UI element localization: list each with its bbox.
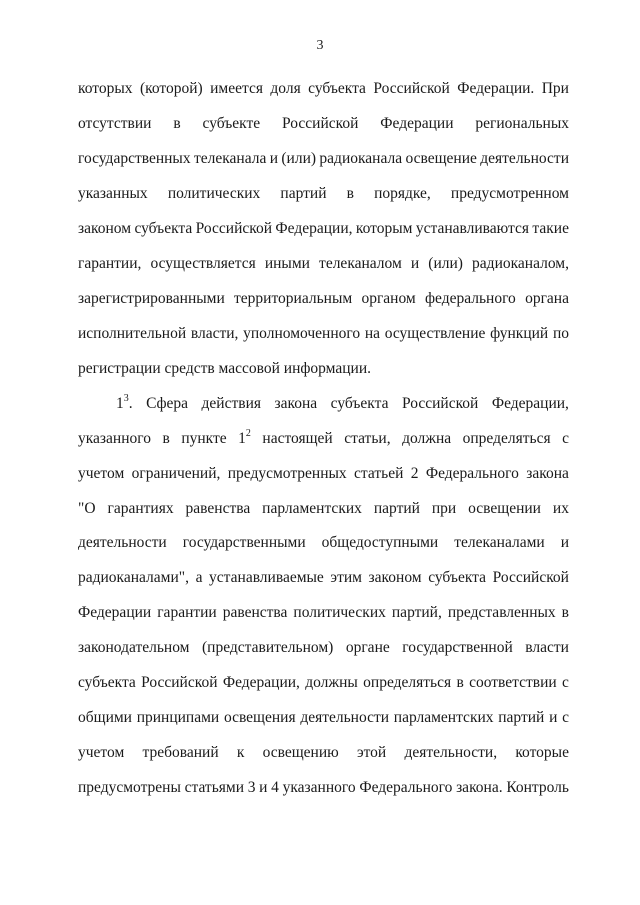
word: действия <box>201 395 261 412</box>
word: соответствии <box>469 674 557 691</box>
word: законодательном <box>78 639 190 656</box>
word: региональных <box>475 115 569 132</box>
word: должны <box>305 674 358 691</box>
word: радиоканалами", <box>78 569 189 586</box>
word: учетом <box>78 465 125 482</box>
word: гарантиях <box>107 500 174 517</box>
text-line <box>78 464 569 484</box>
word: осуществление <box>384 325 486 342</box>
text-line <box>78 778 569 798</box>
word: пункте <box>181 430 227 447</box>
word: зарегистрированными <box>78 290 225 307</box>
word: которым <box>355 220 413 237</box>
word: (которой) <box>139 80 203 97</box>
text-line <box>78 219 569 239</box>
word: Российской <box>401 395 479 412</box>
word: государственными <box>182 534 306 551</box>
word: и <box>269 150 279 167</box>
word: Российской <box>282 115 359 132</box>
word: законом <box>368 569 422 586</box>
word: субъекта <box>428 569 486 586</box>
word: телеканала <box>193 150 267 167</box>
word: радиоканалом, <box>472 255 569 272</box>
word: 4 <box>271 779 279 796</box>
word: Федерации, <box>491 395 569 412</box>
word: освещения <box>223 709 296 726</box>
word: общими <box>78 709 132 726</box>
word: и <box>410 255 420 272</box>
word: (представительном) <box>202 639 334 656</box>
word: телеканалом <box>319 255 402 272</box>
word: При <box>541 80 569 97</box>
word: с <box>562 430 569 447</box>
word: "О <box>78 500 96 517</box>
word: и <box>259 779 268 796</box>
word: Федерального <box>425 465 519 482</box>
word: учетом <box>78 744 125 761</box>
word: этим <box>330 569 362 586</box>
text-line <box>78 603 569 623</box>
word: органа <box>525 290 569 307</box>
word: власти <box>525 639 569 656</box>
word: гарантии, <box>78 255 142 272</box>
word: по <box>552 325 569 342</box>
word: гарантии <box>157 604 217 621</box>
word: представленных <box>447 604 556 621</box>
word: (или) <box>428 255 463 272</box>
word: а <box>195 569 203 586</box>
paragraph-first-line <box>116 394 569 414</box>
word: Сфера <box>146 395 189 412</box>
text-line <box>78 254 569 274</box>
word: политических <box>167 185 261 202</box>
word: в <box>561 604 569 621</box>
word: 2 <box>410 465 419 482</box>
word: партий <box>280 185 327 202</box>
word: 3 <box>247 779 256 796</box>
word: (или) <box>281 150 317 167</box>
word: государственных <box>78 150 191 167</box>
word: которых <box>78 80 133 97</box>
word: ограничений, <box>131 465 221 482</box>
word: статьи, <box>344 430 391 447</box>
text-line <box>78 324 569 344</box>
word: отсутствии <box>78 115 152 132</box>
text-line-last: регистрации средств массовой информации. <box>78 360 372 377</box>
word: настоящей <box>262 430 333 447</box>
word: с <box>562 674 569 691</box>
word: субъекта <box>330 395 389 412</box>
word: имеется <box>210 80 263 97</box>
word: исполнительной <box>78 325 187 342</box>
word: Федерального <box>359 779 453 796</box>
word: закона <box>526 465 569 482</box>
word: равенства <box>222 604 288 621</box>
paragraph-number: $1^3$. <box>116 393 133 412</box>
word: должна <box>402 430 452 447</box>
text-line <box>78 708 569 728</box>
word: предусмотрены <box>78 779 181 796</box>
word: освещении <box>468 500 541 517</box>
text-line <box>78 499 569 519</box>
word: при <box>431 500 457 517</box>
text-line <box>78 638 569 658</box>
word: доля <box>270 80 301 97</box>
word: партий <box>498 709 545 726</box>
word: государственной <box>402 639 513 656</box>
text-line <box>78 184 569 204</box>
word: и <box>560 534 569 551</box>
text-line <box>78 743 569 763</box>
word: с <box>562 709 569 726</box>
word: определяться <box>462 430 551 447</box>
word: статьей <box>354 465 404 482</box>
word: иными <box>264 255 310 272</box>
word: власти, <box>190 325 239 342</box>
word: уполномоченного <box>243 325 361 342</box>
word: устанавливаются <box>415 220 530 237</box>
text-line <box>78 79 569 99</box>
word: радиоканала <box>319 150 403 167</box>
word: субъекте <box>202 115 261 132</box>
word: деятельности <box>480 150 569 167</box>
word: деятельности <box>300 709 390 726</box>
text-line <box>78 568 569 588</box>
word: указанного <box>78 430 151 447</box>
text-line <box>78 289 569 309</box>
word: освещению <box>262 744 339 761</box>
word: этой <box>356 744 387 761</box>
word: Российской <box>141 674 218 691</box>
word: предусмотренном <box>450 185 569 202</box>
word: определяться <box>363 674 452 691</box>
word: Федерации, <box>275 220 353 237</box>
word: Федерации <box>380 115 454 132</box>
word: Российской <box>492 569 569 586</box>
word: осуществляется <box>150 255 256 272</box>
word: территориальным <box>234 290 353 307</box>
word: равенства <box>185 500 251 517</box>
text-line <box>78 533 569 553</box>
word: в <box>173 115 181 132</box>
word: требований <box>142 744 219 761</box>
word: в <box>162 430 170 447</box>
word: функций <box>490 325 549 342</box>
word: предусмотренных <box>227 465 347 482</box>
word: порядке, <box>374 185 431 202</box>
text-line <box>78 114 569 134</box>
page-number: 3 <box>316 38 324 53</box>
word: устанавливаемые <box>209 569 324 586</box>
word: общедоступными <box>321 534 439 551</box>
word: на <box>364 325 381 342</box>
word: освещение <box>405 150 477 167</box>
word: статьями <box>184 779 245 796</box>
text-line <box>78 149 569 169</box>
word: указанного <box>282 779 356 796</box>
word: и <box>549 709 558 726</box>
text-line <box>78 429 569 449</box>
word: федерального <box>424 290 516 307</box>
word: в <box>346 185 354 202</box>
word: политических <box>293 604 386 621</box>
word: деятельности <box>78 534 167 551</box>
clause-reference: $1^2$ <box>238 428 251 447</box>
word: к <box>236 744 245 761</box>
text-line <box>78 673 569 693</box>
word: телеканалами <box>454 534 545 551</box>
word: Федерации <box>78 604 152 621</box>
word: принципами <box>136 709 220 726</box>
word: субъекта <box>308 80 366 97</box>
word: деятельности, <box>404 744 498 761</box>
word: закона <box>274 395 318 412</box>
word: Контроль <box>506 779 569 796</box>
word: их <box>552 500 569 517</box>
word: указанных <box>78 185 148 202</box>
word: Российской <box>373 80 450 97</box>
word: Федерации. <box>457 80 535 97</box>
word: Российской <box>195 220 273 237</box>
word: законом <box>78 220 132 237</box>
word: которые <box>515 744 569 761</box>
word: партий <box>373 500 420 517</box>
word: субъекта <box>134 220 193 237</box>
word: такие <box>532 220 569 237</box>
word: Федерации, <box>222 674 300 691</box>
word: парламентских <box>393 709 494 726</box>
word: органе <box>345 639 390 656</box>
word: субъекта <box>78 674 136 691</box>
word: парламентских <box>262 500 362 517</box>
word: партий, <box>391 604 442 621</box>
word: в <box>456 674 464 691</box>
word: закона. <box>456 779 503 796</box>
word: органом <box>361 290 416 307</box>
